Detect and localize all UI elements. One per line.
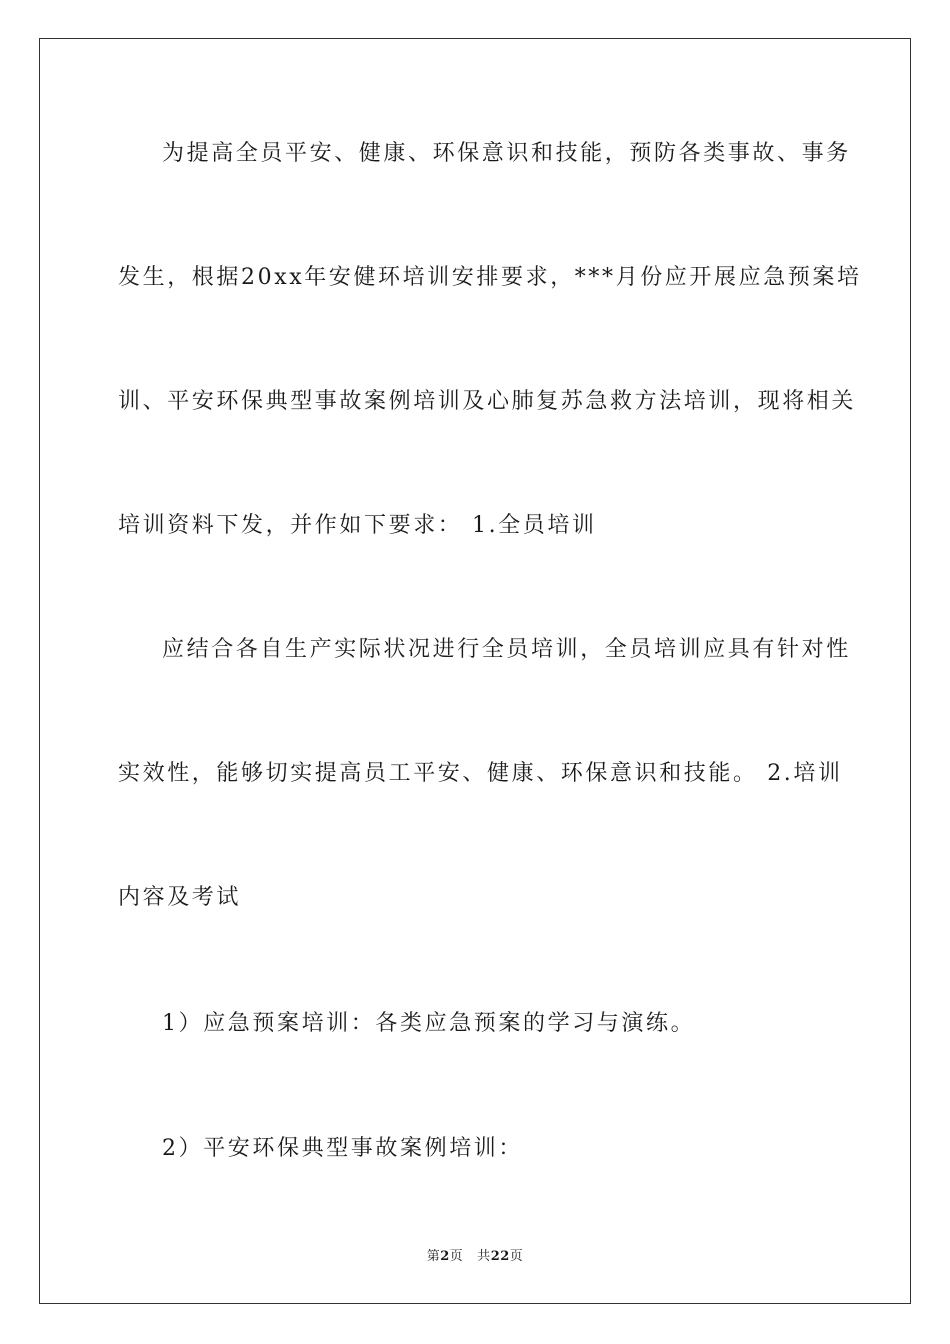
paragraph-line-4: 培训资料下发，并作如下要求： 1.全员培训 [118, 513, 597, 538]
paragraph-line-6: 实效性，能够切实提高员工平安、健康、环保意识和技能。 2.培训 [118, 761, 843, 786]
page-border [39, 38, 911, 1304]
paragraph-line-5: 应结合各自生产实际状况进行全员培训，全员培训应具有针对性 [162, 637, 851, 662]
footer-page-prefix: 第 [426, 1249, 441, 1264]
page-footer [0, 1249, 950, 1265]
footer-total-prefix: 共 [477, 1249, 491, 1264]
footer-current-page: 2 [440, 1249, 450, 1264]
paragraph-line-2: 发生，根据20xx年安健环培训安排要求，***月份应开展应急预案培 [118, 265, 862, 290]
list-item-2: 2）平安环保典型事故案例培训： [162, 1136, 523, 1161]
paragraph-line-3: 训、平安环保典型事故案例培训及心肺复苏急救方法培训，现将相关 [118, 389, 857, 414]
paragraph-line-1: 为提高全员平安、健康、环保意识和技能，预防各类事故、事务 [162, 141, 851, 166]
footer-total-suffix: 页 [509, 1249, 524, 1264]
paragraph-line-7: 内容及考试 [118, 885, 242, 910]
list-item-1: 1）应急预案培训：各类应急预案的学习与演练。 [162, 1011, 696, 1036]
footer-total-pages: 22 [490, 1249, 510, 1264]
footer-page-suffix: 页 [449, 1249, 464, 1264]
